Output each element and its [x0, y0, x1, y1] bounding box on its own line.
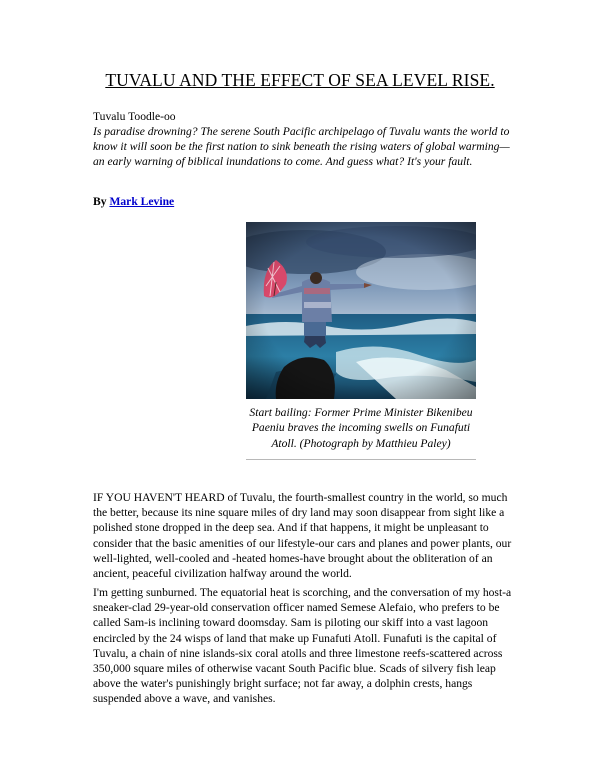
- photo-caption: Start bailing: Former Prime Minister Bikenibeu Paeniu braves the incoming swells on Funafuti Atoll. (Photograph by Matthieu Paley): [249, 406, 473, 450]
- body-paragraph: [93, 490, 518, 581]
- caption-divider: [246, 459, 476, 460]
- page-title: TUVALU AND THE EFFECT OF SEA LEVEL RISE.: [105, 70, 495, 90]
- byline-prefix: By: [93, 195, 110, 208]
- kicker: Tuvalu Toodle-oo: [93, 110, 176, 123]
- byline: [93, 194, 518, 209]
- paragraph-text: IF YOU HAVEN'T HEARD of Tuvalu, the fourth-smallest country in the world, so much the better, because its nine square miles of dry land may soon disappear from sight like a polished stone dropped in the deep sea. And if that happens, it might be unpleasant to consider that the basic amenities of our lifestyle-our cars and planes and power plants, our well-lighted, well-cooled and -heated homes-have brought about the obliteration of an ancient, peaceful civilization halfway around the world.: [93, 491, 512, 581]
- article-dek: Is paradise drowning? The serene South Pacific archipelago of Tuvalu wants the world to know it will soon be the first nation to sink beneath the rising waters of global warming—an early warning of biblical inundations to come. And guess what? It's your fault.: [93, 125, 510, 169]
- photo-illustration: [246, 222, 476, 399]
- body-paragraph: [93, 585, 518, 707]
- article-photo: [246, 222, 476, 399]
- paragraph-text: I'm getting sunburned. The equatorial heat is scorching, and the conversation of my host-a sneaker-clad 29-year-old conservation officer named Semese Alefaio, who prefers to be called Sam-is inclining toward doomsday. Sam is piloting our skiff into a vast lagoon encircled by the 24 wisps of land that make up Funafuti Atoll. Funafuti is the capital of Tuvalu, a chain of nine islands-six coral atolls and three limestone reefs-scattered across 350,000 square miles of otherwise vacant South Pacific blue. Scads of silvery fish leap above the water's punishingly bright surface; not far away, a dolphin crests, hangs suspended above a wave, and vanishes.: [93, 586, 512, 706]
- author-link[interactable]: Mark Levine: [109, 195, 175, 208]
